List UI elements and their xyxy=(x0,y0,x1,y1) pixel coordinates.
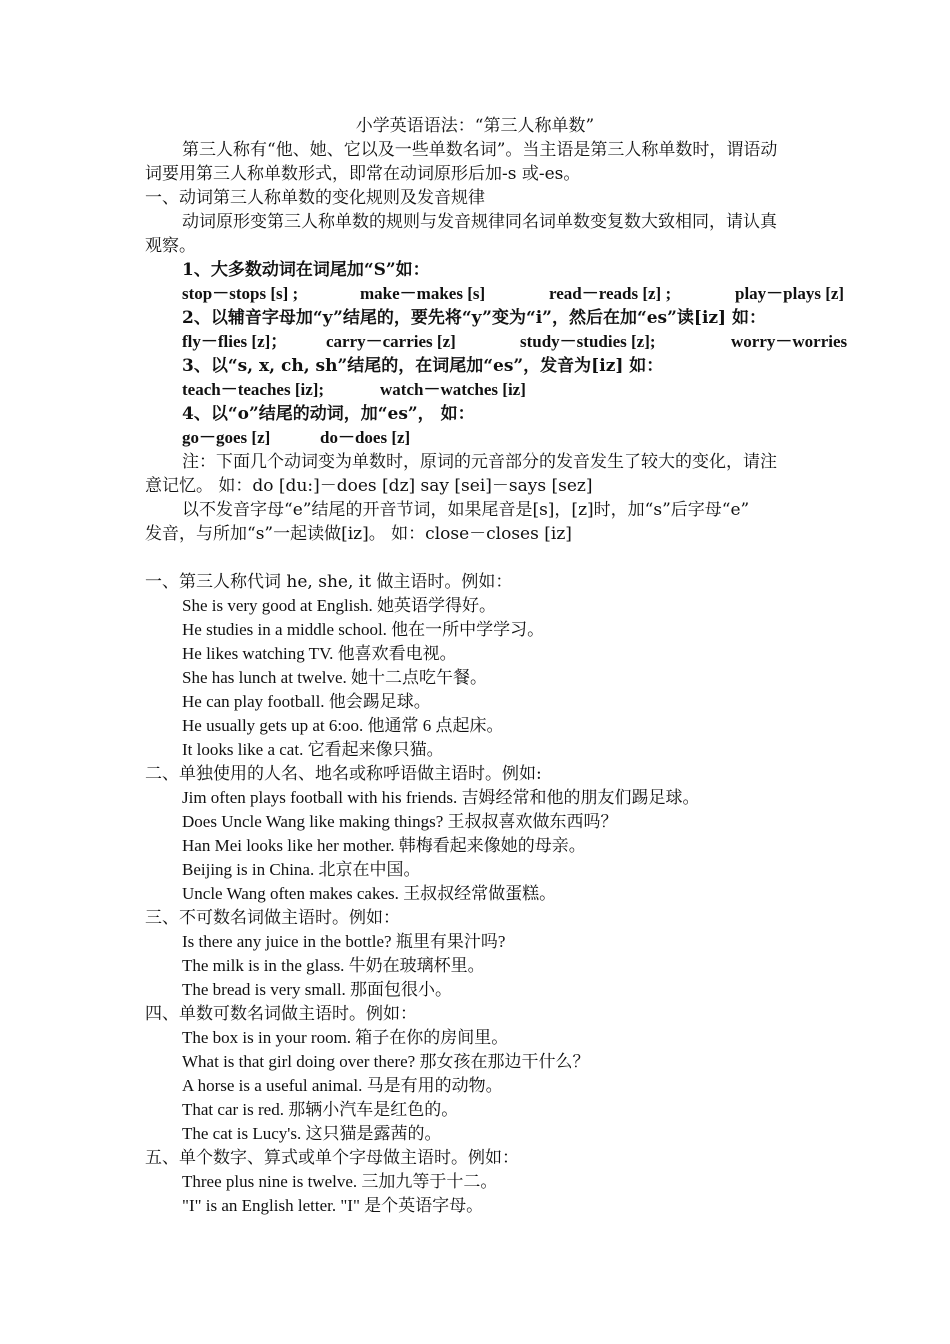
example-sentence: A horse is a useful animal. 马是有用的动物。 xyxy=(182,1076,503,1095)
rule-example: worry－worries xyxy=(731,332,848,351)
rule-example: carry－carries [z] xyxy=(326,332,456,351)
rule-example: teach－teaches [iz]; xyxy=(182,380,325,399)
rule-example: study－studies [z]; xyxy=(520,332,656,351)
section-heading: 五、单个数字、算式或单个字母做主语时。例如： xyxy=(145,1148,519,1168)
example-sentence: Is there any juice in the bottle? 瓶里有果汁吗? xyxy=(182,932,506,951)
intro-line: 第三人称有“他、她、它以及一些单数名词”。当主语是第三人称单数时，谓语动 xyxy=(182,140,778,160)
example-sentence: He likes watching TV. 他喜欢看电视。 xyxy=(182,644,457,663)
example-sentence: She has lunch at twelve. 她十二点吃午餐。 xyxy=(182,668,488,687)
rule-heading: 1、大多数动词在词尾加“S”如： xyxy=(182,260,430,280)
example-sentence: Han Mei looks like her mother. 韩梅看起来像她的母亲。 xyxy=(182,836,586,855)
rule-heading: 2、以辅音字母加“y”结尾的，要先将“y”变为“i”，然后在加“es”读[iz] 如： xyxy=(182,308,767,328)
example-sentence: Uncle Wang often makes cakes. 王叔叔经常做蛋糕。 xyxy=(182,884,557,903)
rule-heading: 4、以“o”结尾的动词，加“es”， 如： xyxy=(182,404,475,424)
example-sentence: "I" is an English letter. "I" 是个英语字母。 xyxy=(182,1196,484,1215)
note-line: 以不发音字母“e”结尾的开音节词，如果尾音是[s]，[z]时，加“s”后字母“e” xyxy=(182,500,750,520)
example-sentence: She is very good at English. 她英语学得好。 xyxy=(182,596,497,615)
rule-example: read－reads [z] ; xyxy=(549,284,672,303)
page-title: 小学英语语法：“第三人称单数” xyxy=(355,116,595,136)
example-sentence: Does Uncle Wang like making things? 王叔叔喜欢做东西吗？ xyxy=(182,812,618,831)
example-sentence: What is that girl doing over there? 那女孩在那边干什么？ xyxy=(182,1052,590,1071)
rule-example: fly－flies [z]； xyxy=(182,332,288,351)
example-sentence: It looks like a cat. 它看起来像只猫。 xyxy=(182,740,444,759)
example-sentence: Three plus nine is twelve. 三加九等于十二。 xyxy=(182,1172,498,1191)
section-heading: 二、单独使用的人名、地名或称呼语做主语时。例如: xyxy=(145,764,542,784)
paragraph-line: 动词原形变第三人称单数的规则与发音规律同名词单数变复数大致相同，请认真 xyxy=(182,212,777,232)
example-sentence: He usually gets up at 6:oo. 他通常 6 点起床。 xyxy=(182,716,504,735)
example-sentence: The milk is in the glass. 牛奶在玻璃杯里。 xyxy=(182,956,485,975)
note-line: 意记忆。 如：do [du:]－does [dz] say [sei]－says [sez] xyxy=(145,476,593,496)
intro-line: 词要用第三人称单数形式，即常在动词原形后加-s 或-es。 xyxy=(145,164,581,184)
section-heading: 一、动词第三人称单数的变化规则及发音规律 xyxy=(145,188,485,208)
example-sentence: The cat is Lucy's. 这只猫是露茜的。 xyxy=(182,1124,442,1143)
example-sentence: Beijing is in China. 北京在中国。 xyxy=(182,860,421,879)
example-sentence: The box is in your room. 箱子在你的房间里。 xyxy=(182,1028,509,1047)
section-heading: 四、单数可数名词做主语时。例如： xyxy=(145,1004,417,1024)
example-sentence: The bread is very small. 那面包很小。 xyxy=(182,980,453,999)
section-heading: 三、不可数名词做主语时。例如： xyxy=(145,908,400,928)
rule-example: make－makes [s] xyxy=(360,284,486,303)
rule-example: stop－stops [s] ; xyxy=(182,284,299,303)
rule-example: go－goes [z] xyxy=(182,428,271,447)
note-line: 注：下面几个动词变为单数时，原词的元音部分的发音发生了较大的变化，请注 xyxy=(182,452,777,472)
rule-example: watch－watches [iz] xyxy=(380,380,526,399)
example-sentence: He studies in a middle school. 他在一所中学学习。 xyxy=(182,620,545,639)
note-line: 发音，与所加“s”一起读做[iz]。 如：close－closes [iz] xyxy=(145,524,572,544)
rule-example: play－plays [z] xyxy=(735,284,845,303)
rule-heading: 3、以“s, x, ch, sh”结尾的，在词尾加“es”，发音为[iz] 如： xyxy=(182,356,664,376)
rule-example: do－does [z] xyxy=(320,428,411,447)
section-heading: 一、第三人称代词 he, she, it 做主语时。例如： xyxy=(145,572,513,592)
example-sentence: He can play football. 他会踢足球。 xyxy=(182,692,431,711)
example-sentence: That car is red. 那辆小汽车是红色的。 xyxy=(182,1100,459,1119)
example-sentence: Jim often plays football with his friends. 吉姆经常和他的朋友们踢足球。 xyxy=(182,788,700,807)
paragraph-line: 观察。 xyxy=(145,236,196,256)
